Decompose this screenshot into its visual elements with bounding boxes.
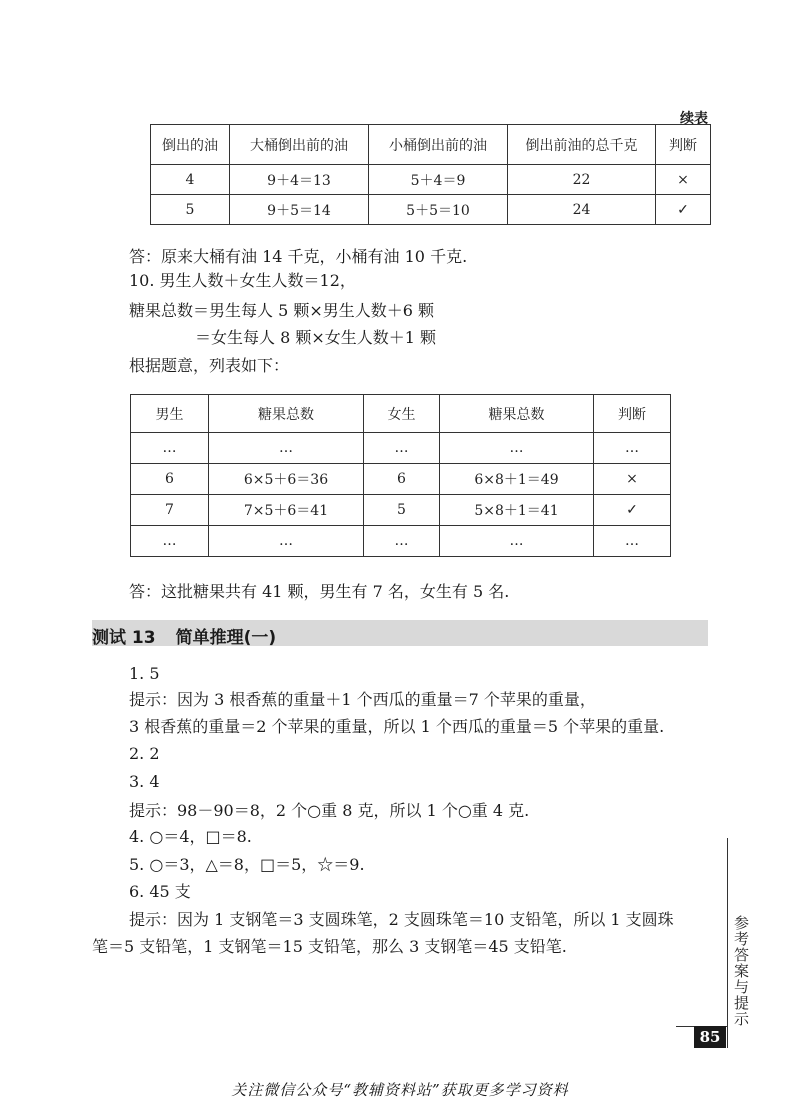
table-cell: … [209, 433, 364, 464]
table-cell: 6×5＋6＝36 [209, 464, 364, 495]
table-cell: … [594, 433, 671, 464]
table-cell: 6×8＋1＝49 [440, 464, 594, 495]
table-cell: 4 [151, 165, 230, 195]
table-row [131, 433, 671, 464]
candy-table [130, 394, 671, 557]
table-cell: 9＋5＝14 [230, 195, 369, 225]
answer-3: 3. 4 [129, 772, 160, 791]
answer-1-hint-2: 3 根香蕉的重量＝2 个苹果的重量，所以 1 个西瓜的重量＝5 个苹果的重量. [129, 717, 665, 736]
answer-1-hint-1: 提示：因为 3 根香蕉的重量＋1 个西瓜的重量＝7 个苹果的重量， [129, 690, 596, 709]
table-cell: 7×5＋6＝41 [209, 495, 364, 526]
table-cell: 7 [131, 495, 209, 526]
continued-table-label: 续表 [680, 111, 708, 127]
answer-5: 5. ○＝3，△＝8，□＝5，☆＝9. [129, 855, 365, 874]
answer-6-hint-2: 笔＝5 支铅笔，1 支钢笔＝15 支铅笔，那么 3 支钢笔＝45 支铅笔. [92, 937, 567, 956]
oil-table [150, 124, 711, 225]
table-cell: 5＋5＝10 [369, 195, 508, 225]
table-cell: ✓ [656, 195, 711, 225]
question-10-line-1: 10. 男生人数＋女生人数＝12， [129, 271, 356, 290]
table-header-cell: 糖果总数 [209, 395, 364, 433]
table-cell: … [131, 433, 209, 464]
table-header-cell: 小桶倒出前的油 [369, 125, 508, 165]
table-cell: 22 [508, 165, 656, 195]
answer-6: 6. 45 支 [129, 882, 191, 901]
section-header [92, 620, 708, 646]
table-header-row [151, 125, 711, 165]
table-header-cell: 糖果总数 [440, 395, 594, 433]
footer-watermark: 关注微信公众号“教辅资料站”获取更多学习资料 [231, 1081, 569, 1099]
table-row [131, 464, 671, 495]
table-cell: × [656, 165, 711, 195]
question-10-line-3: ＝女生每人 8 颗×女生人数＋1 颗 [195, 328, 437, 347]
table-cell: 5＋4＝9 [369, 165, 508, 195]
table-cell: 24 [508, 195, 656, 225]
table-cell: 6 [131, 464, 209, 495]
table-row [131, 495, 671, 526]
table-cell: … [364, 433, 440, 464]
table-cell: 5×8＋1＝41 [440, 495, 594, 526]
table-header-cell: 女生 [364, 395, 440, 433]
table-header-cell: 判断 [656, 125, 711, 165]
table-header-cell: 大桶倒出前的油 [230, 125, 369, 165]
table-row [151, 195, 711, 225]
section-number: 测试 13 [92, 628, 156, 648]
table-header-row [131, 395, 671, 433]
page-number: 85 [694, 1026, 726, 1048]
section-title [92, 623, 296, 648]
answer-9: 答：原来大桶有油 14 千克，小桶有油 10 千克. [129, 247, 468, 266]
table-cell: 5 [151, 195, 230, 225]
table-cell: … [364, 526, 440, 557]
table-cell: … [440, 526, 594, 557]
answer-4: 4. ○＝4，□＝8. [129, 827, 252, 846]
table-cell: 6 [364, 464, 440, 495]
side-section-label: 参考答案与提示 [732, 915, 750, 1027]
table-header-cell: 判断 [594, 395, 671, 433]
table-cell: … [209, 526, 364, 557]
table-row [131, 526, 671, 557]
table-cell: … [594, 526, 671, 557]
table-cell: × [594, 464, 671, 495]
answer-10: 答：这批糖果共有 41 颗，男生有 7 名，女生有 5 名. [129, 582, 510, 601]
answer-1: 1. 5 [129, 664, 160, 683]
question-10-line-2: 糖果总数＝男生每人 5 颗×男生人数＋6 颗 [129, 301, 435, 320]
answer-3-hint: 提示：98－90＝8，2 个○重 8 克，所以 1 个○重 4 克. [129, 801, 530, 820]
table-header-cell: 倒出的油 [151, 125, 230, 165]
table-header-cell: 男生 [131, 395, 209, 433]
question-10-line-4: 根据题意，列表如下： [129, 356, 290, 375]
table-row [151, 165, 711, 195]
table-cell: … [440, 433, 594, 464]
table-cell: 5 [364, 495, 440, 526]
table-cell: 9＋4＝13 [230, 165, 369, 195]
table-cell: … [131, 526, 209, 557]
answer-2: 2. 2 [129, 744, 160, 763]
answer-6-hint-1: 提示：因为 1 支钢笔＝3 支圆珠笔，2 支圆珠笔＝10 支铅笔，所以 1 支圆珠 [129, 910, 674, 929]
table-cell: ✓ [594, 495, 671, 526]
table-header-cell: 倒出前油的总千克 [508, 125, 656, 165]
section-name: 简单推理(一) [175, 628, 277, 648]
